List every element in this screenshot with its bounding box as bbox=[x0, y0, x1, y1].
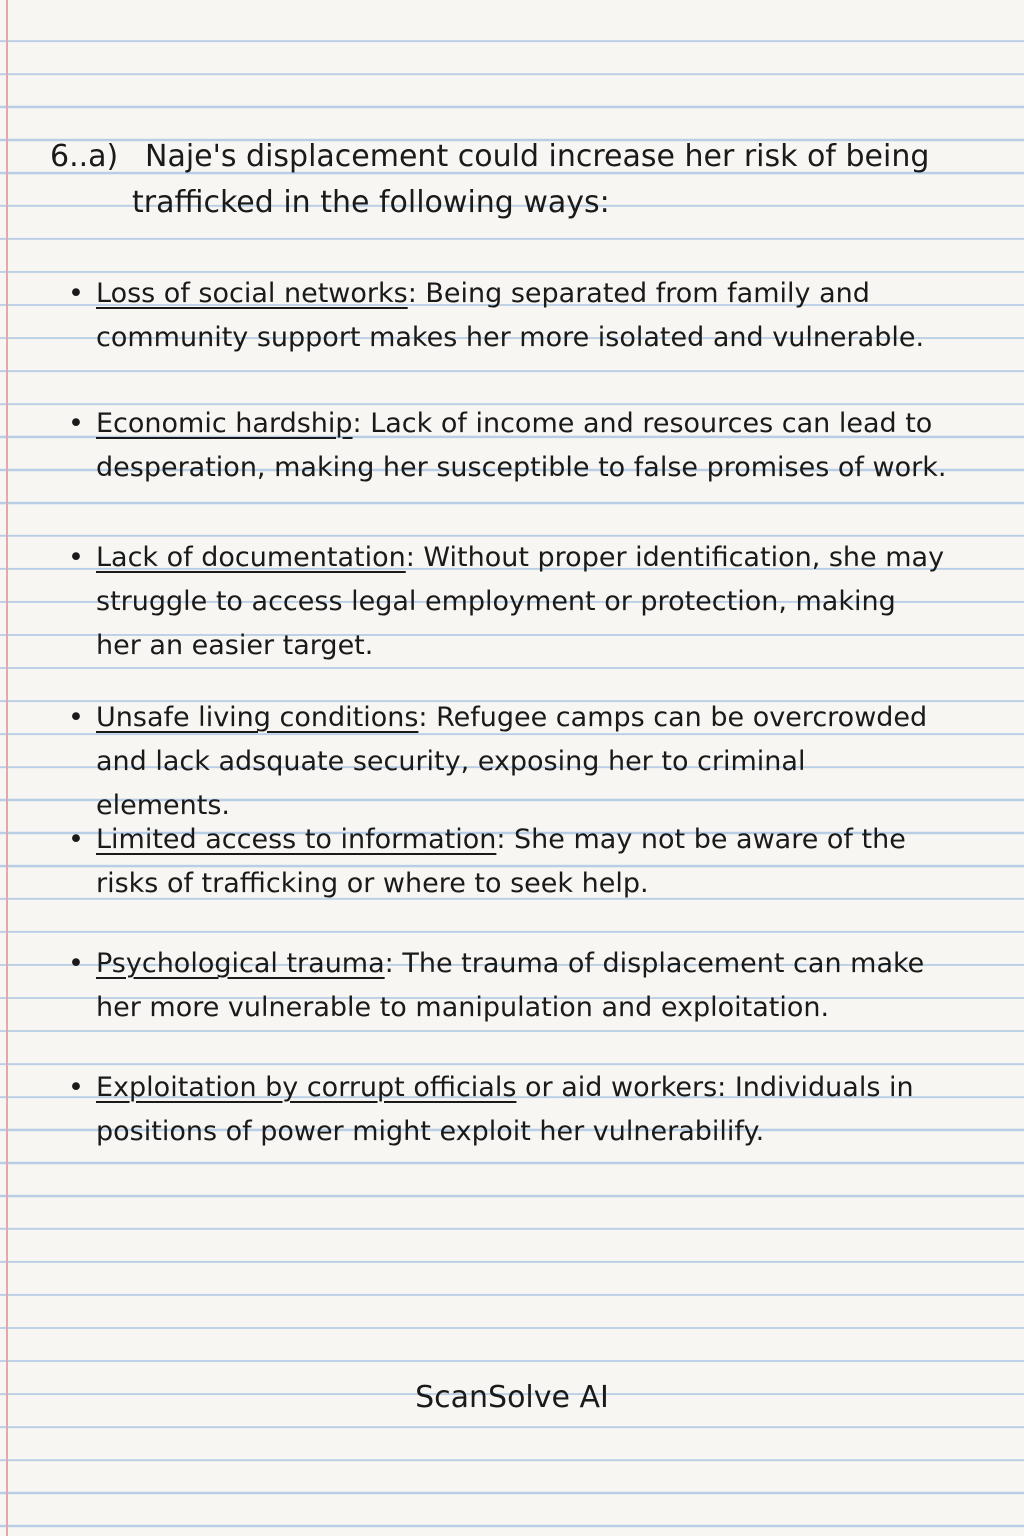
item-text: : Lack of income and resources can lead to desperation, making her susceptible to false promises of work. bbox=[96, 408, 947, 483]
bullet-icon: • bbox=[68, 824, 84, 855]
heading-line-1: Naje's displacement could increase her risk of being bbox=[145, 139, 930, 174]
item-term: Loss of social networks bbox=[96, 278, 408, 309]
question-heading bbox=[50, 134, 950, 226]
item-term: Unsafe living conditions bbox=[96, 702, 419, 733]
list-item bbox=[68, 942, 948, 1030]
list-item bbox=[68, 272, 948, 360]
bullet-icon: • bbox=[68, 948, 84, 979]
list-item bbox=[68, 696, 948, 828]
list-item bbox=[68, 1066, 948, 1154]
list-item bbox=[68, 818, 948, 906]
question-number: 6..a) bbox=[50, 139, 119, 174]
item-text: : Refugee camps can be overcrowded and lack adsquate security, exposing her to criminal elements. bbox=[96, 702, 928, 821]
item-term: Exploitation by corrupt officials bbox=[96, 1072, 517, 1103]
bullet-icon: • bbox=[68, 408, 84, 439]
item-text: : Without proper identification, she may struggle to access legal employment or protection, making her an easier target. bbox=[96, 542, 945, 661]
item-text: : She may not be aware of the risks of trafficking or where to seek help. bbox=[96, 824, 906, 899]
bullet-icon: • bbox=[68, 702, 84, 733]
bullet-icon: • bbox=[68, 542, 84, 573]
list-item bbox=[68, 536, 948, 668]
item-term: Lack of documentation bbox=[96, 542, 406, 573]
footer-brand: ScanSolve AI bbox=[415, 1380, 609, 1415]
item-term: Psychological trauma bbox=[96, 948, 385, 979]
list-item bbox=[68, 402, 948, 490]
heading-line-2: trafficked in the following ways: bbox=[132, 185, 610, 220]
item-text: : The trauma of displacement can make her more vulnerable to manipulation and exploitation. bbox=[96, 948, 925, 1023]
item-term: Limited access to information bbox=[96, 824, 497, 855]
item-term: Economic hardship bbox=[96, 408, 353, 439]
bullet-icon: • bbox=[68, 1072, 84, 1103]
item-text: or aid workers: Individuals in positions of power might exploit her vulnerabilify. bbox=[96, 1072, 914, 1147]
bullet-icon: • bbox=[68, 278, 84, 309]
item-text: : Being separated from family and community support makes her more isolated and vulnerable. bbox=[96, 278, 925, 353]
